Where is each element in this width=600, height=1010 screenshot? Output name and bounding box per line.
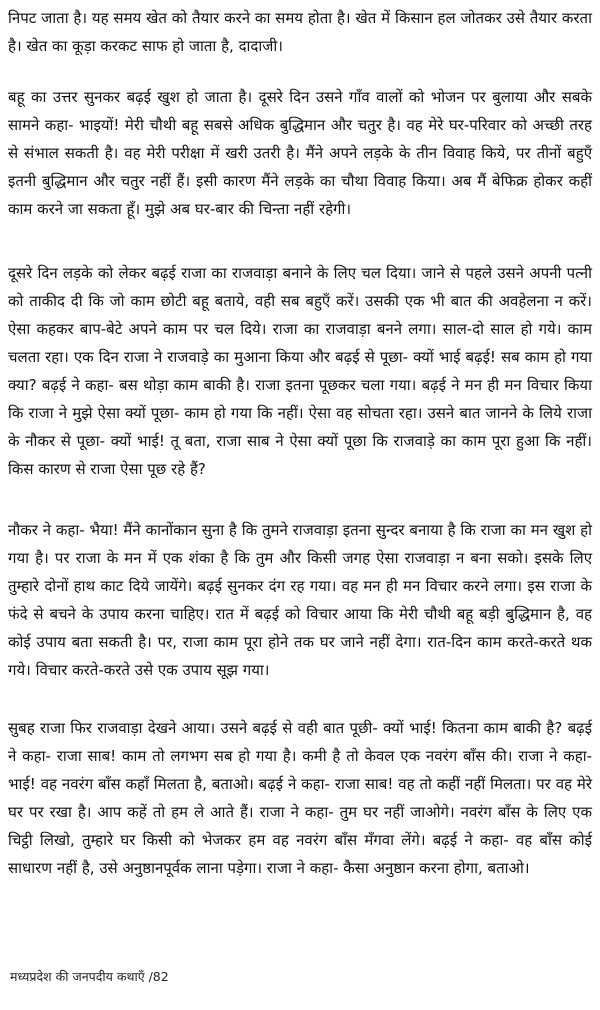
paragraph-4: नौकर ने कहा- भैया! मैंने कानोंकान सुना है कि तुमने राजवाड़ा इतना सुन्दर बनाया है कि राजा का मन खुश हो गया है। पर राजा के मन में एक शंका है कि तुम और किसी जगह ऐसा राजवाड़ा न बना सको। इसके लिए तुम्हारे दोनों हाथ काट दिये जायेंगे। बढ़ई सुनकर दंग रह गया। वह मन ही मन विचार करने लगा। इस राजा के फंदे से बचने के उपाय करना चाहिए। रात में बढ़ई को विचार आया कि मेरी चौथी बहू बड़ी बुद्धिमान है, वह कोई उपाय बता सकती है। पर, राजा काम पूरा होने तक घर जाने नहीं देगा। रात-दिन काम करते-करते थक गये। विचार करते-करते उसे एक उपाय सूझ गया।: [8, 521, 592, 679]
paragraph-5: सुबह राजा फिर राजवाड़ा देखने आया। उसने बढ़ई से वही बात पूछी- क्यों भाई! कितना काम बाकी है? बढ़ई ने कहा- राजा साब! काम तो लगभग सब हो गया है। कमी है तो केवल एक नवरंग बाँस की। राजा ने कहा- भाई! वह नवरंग बाँस कहाँ मिलता है, बताओ। बढ़ई ने कहा- राजा साब! वह तो कहीं नहीं मिलता। पर वह मेरे घर पर रखा है। आप कहें तो हम ले आते हैं। राजा ने कहा- तुम घर नहीं जाओगे। नवरंग बाँस के लिए एक चिट्ठी लिखो, तुम्हारे घर किसी को भेजकर हम वह नवरंग बाँस मँगवा लेंगे। बढ़ई ने कहा- वह बाँस कोई साधारण नहीं है, उसे अनुष्ठानपूर्वक लाना पड़ेगा। राजा ने कहा- कैसा अनुष्ठान करना होगा, बताओ।: [8, 719, 592, 877]
page-footer: मध्यप्रदेश की जनपदीय कथाएँ /82: [10, 969, 169, 984]
paragraph-3: दूसरे दिन लड़के को लेकर बढ़ई राजा का राजवाड़ा बनाने के लिए चल दिया। जाने से पहले उसने अपनी पत्नी को ताकीद दी कि जो काम छोटी बहू बताये, वही सब बहुएँ करें। उसकी एक भी बात की अवहेलना न करें। ऐसा कहकर बाप-बेटे अपने काम पर चल दिये। राजा का राजवाड़ा बनने लगा। साल-दो साल हो गये। काम चलता रहा। एक दिन राजा ने राजवाड़े का मुआना किया और बढ़ई से पूछा- क्यों भाई बढ़ई! सब काम हो गया क्या? बढ़ई ने कहा- बस थोड़ा काम बाकी है। राजा इतना पूछकर चला गया। बढ़ई ने मन ही मन विचार किया कि राजा ने मुझे ऐसा क्यों पूछा- काम हो गया कि नहीं। ऐसा वह सोचता रहा। उसने बात जानने के लिये राजा के नौकर से पूछा- क्यों भाई! तू बता, राजा साब ने ऐसा क्यों पूछा कि राजवाड़े का काम पूरा हुआ कि नहीं। किस कारण से राजा ऐसा पूछ रहे हैं?: [8, 264, 592, 478]
paragraph-2: बहू का उत्तर सुनकर बढ़ई खुश हो जाता है। दूसरे दिन उसने गाँव वालों को भोजन पर बुलाया और सबके सामने कहा- भाइयों! मेरी चौथी बहू सबसे अधिक बुद्धिमान और चतुर है। वह मेरे घर-परिवार को अच्छी तरह से संभाल सकती है। वह मेरी परीक्षा में खरी उतरी है। मैंने अपने लड़के के तीन विवाह किये, पर तीनों बहुएँ इतनी बुद्धिमान और चतुर नहीं हैं। इसी कारण मैंने लड़के का चौथा विवाह किया। अब मैं बेफिक्र होकर कहीं काम करने जा सकता हूँ। मुझे अब घर-बार की चिन्ता नहीं रहेगी।: [8, 88, 592, 218]
paragraph-1: निपट जाता है। यह समय खेत को तैयार करने का समय होता है। खेत में किसान हल जोतकर उसे तैयार करता है। खेत का कूड़ा करकट साफ हो जाता है, दादाजी।: [8, 9, 592, 55]
